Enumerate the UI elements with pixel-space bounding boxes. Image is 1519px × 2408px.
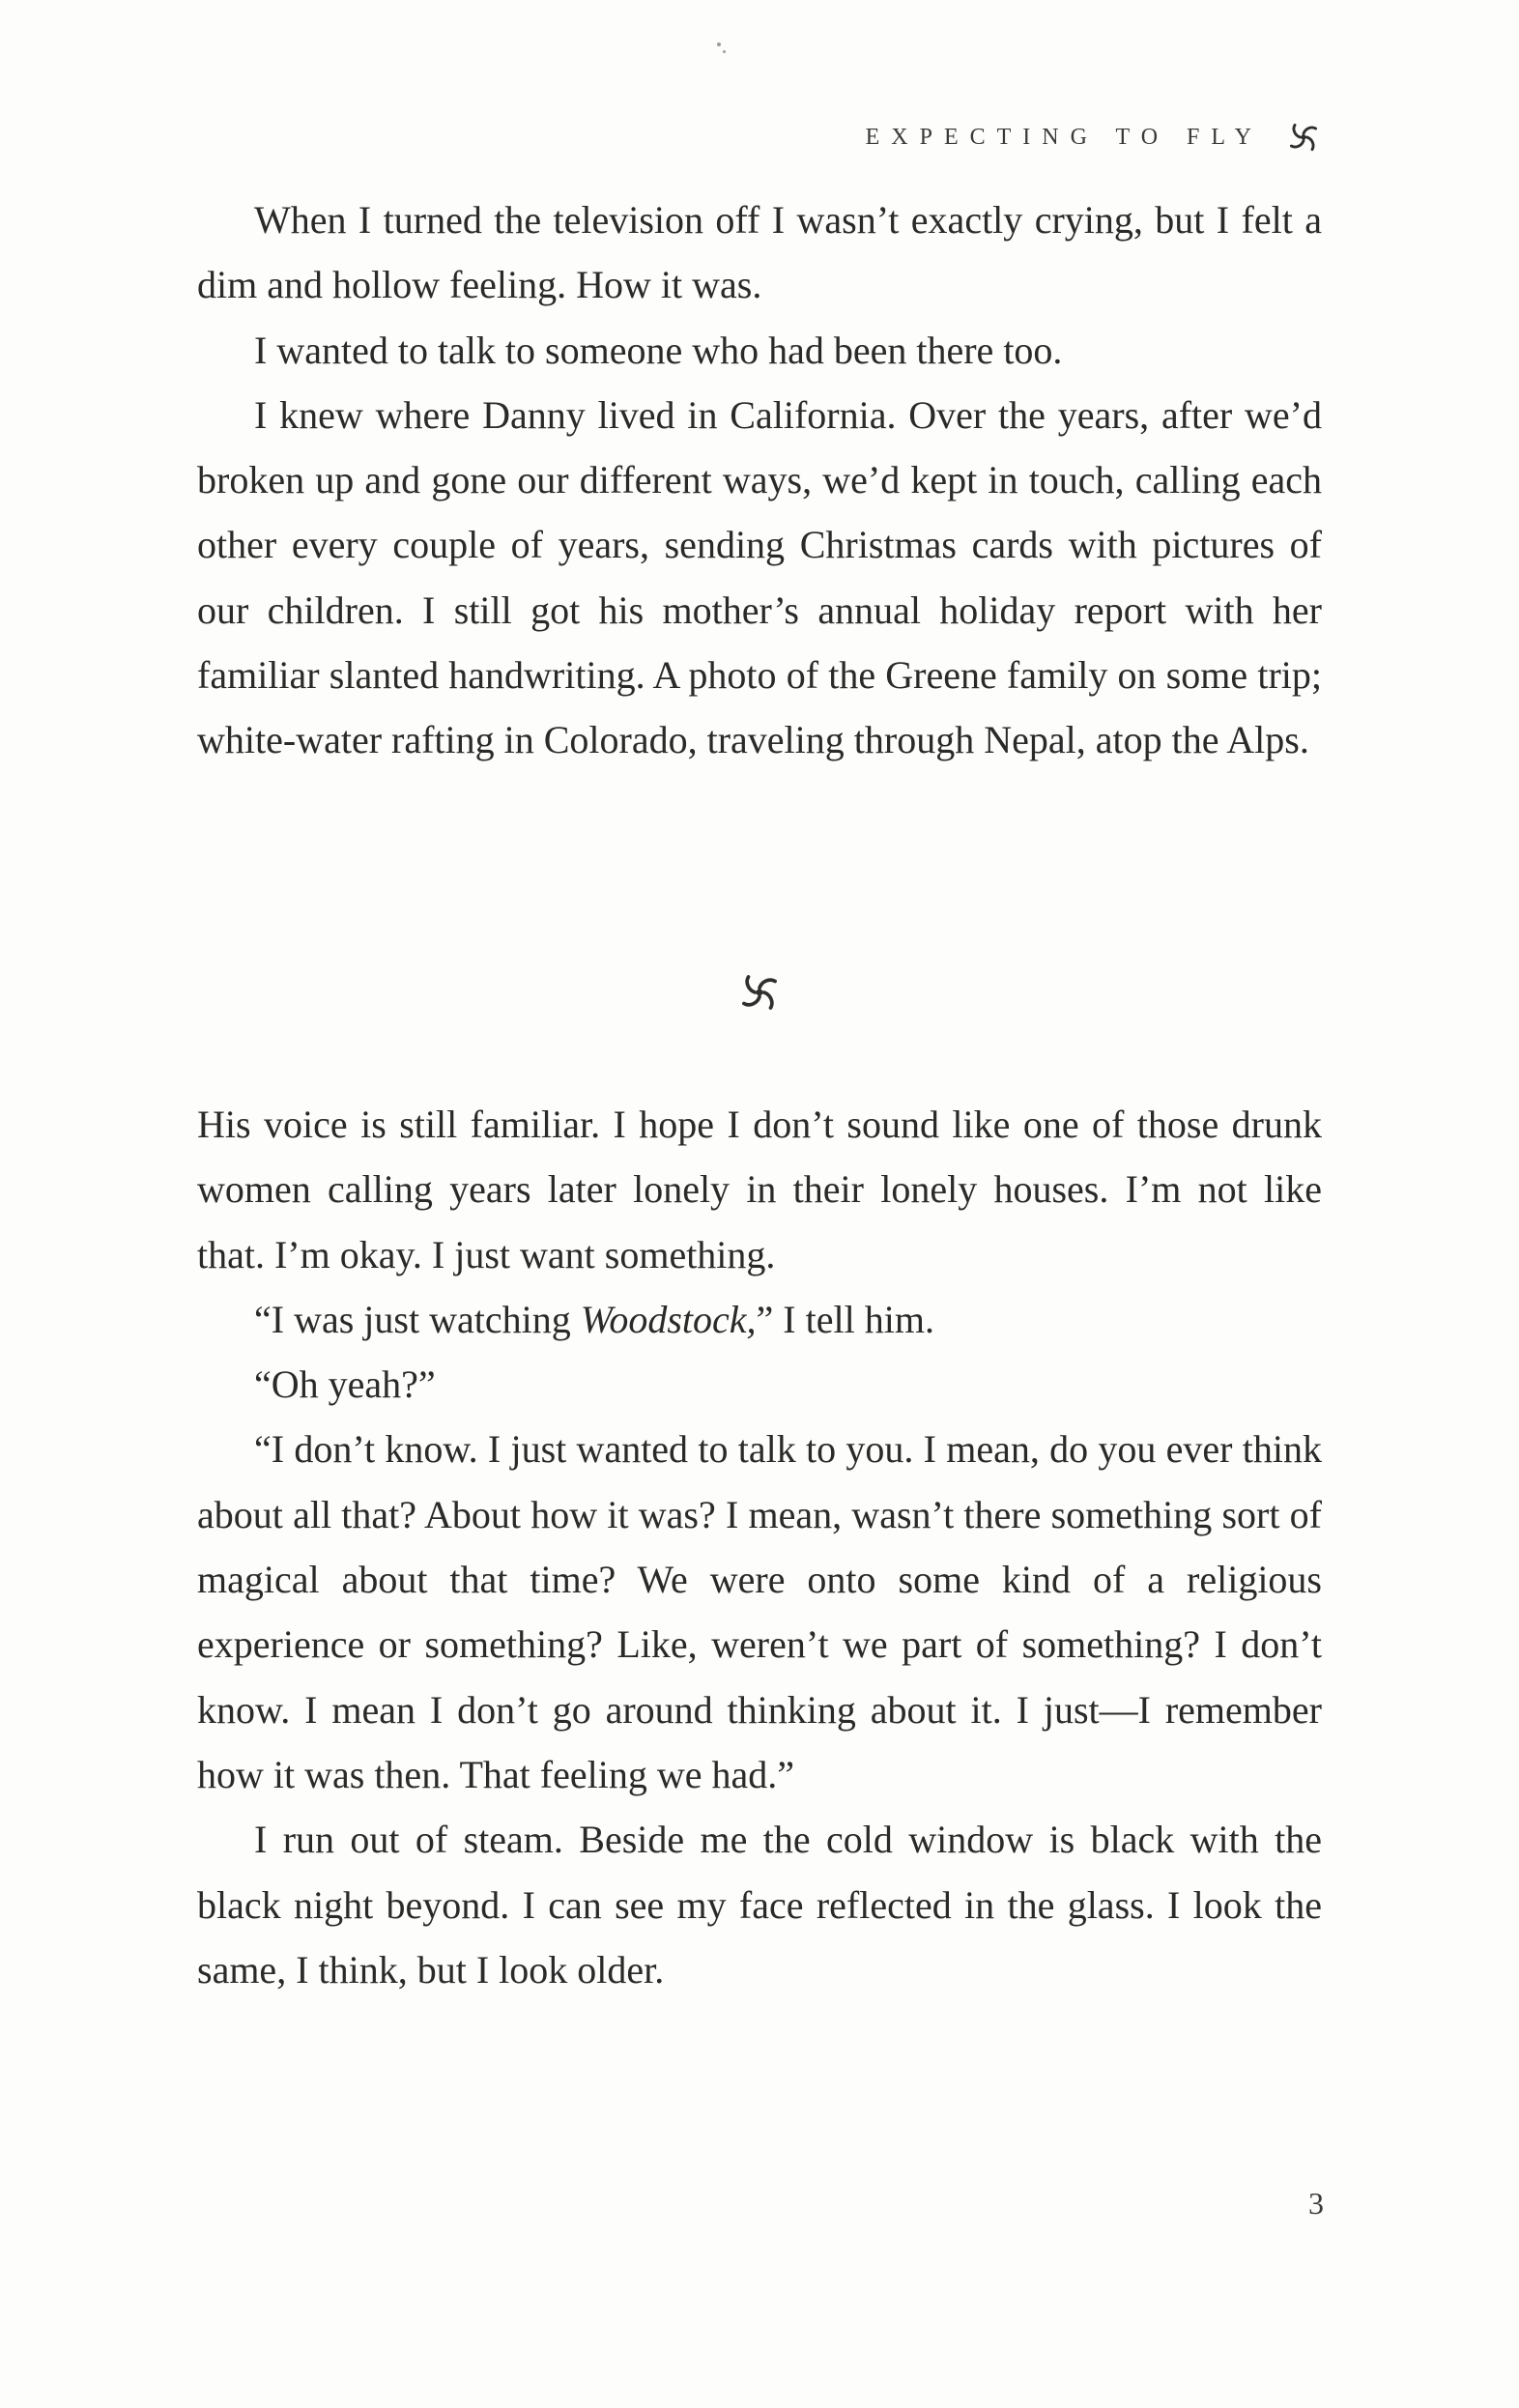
paragraph: His voice is still familiar. I hope I don’t sound like one of those drunk women calling years later lonely in their lonely houses. I’m not like that. I’m okay. I just want something. xyxy=(197,1103,1322,1276)
paragraph: I run out of steam. Beside me the cold window is black with the black night beyond. I can see my face reflected in the glass. I look the same, I think, but I look older. xyxy=(197,1818,1322,1992)
section-break-ornament-icon xyxy=(737,970,782,1015)
paragraph: When I turned the television off I wasn’t exactly crying, but I felt a dim and hollow feeling. How it was. xyxy=(197,198,1322,307)
page-number: 3 xyxy=(1308,2186,1324,2221)
scan-speck xyxy=(723,50,726,53)
text-section-1 xyxy=(197,187,1322,773)
running-head-title: EXPECTING TO FLY xyxy=(865,124,1263,150)
paragraph: “I don’t know. I just wanted to talk to you. I mean, do you ever think about all that? About how it was? I mean, wasn’t there something sort of magical about that time? We were onto some kind of a religious experience or something? Like, weren’t we part of something? I don’t know. I mean I don’t go around thinking about it. I just—I remember how it was then. That feeling we had.” xyxy=(197,1427,1322,1796)
paragraph: I wanted to talk to someone who had been there too. xyxy=(254,328,1063,372)
running-head xyxy=(866,116,1321,158)
quote-open: “I was just watching xyxy=(254,1297,581,1341)
paragraph xyxy=(197,1287,1322,1352)
swirl-ornament-icon xyxy=(1286,120,1321,155)
paragraph: I knew where Danny lived in California. Over the years, after we’d broken up and gone our different ways, we’d kept in touch, calling each other every couple of years, sending Christmas cards with pictures of our children. I still got his mother’s annual holiday report with her familiar slanted handwriting. A photo of the Greene family on some trip; white-water rafting in Colorado, traveling through Nepal, atop the Alps. xyxy=(197,392,1322,762)
quote-close: ” I tell him. xyxy=(756,1297,934,1341)
film-title: Woodstock, xyxy=(580,1297,757,1341)
scan-speck xyxy=(717,43,721,46)
text-section-2 xyxy=(197,1092,1322,2002)
paragraph: “Oh yeah?” xyxy=(254,1362,436,1407)
